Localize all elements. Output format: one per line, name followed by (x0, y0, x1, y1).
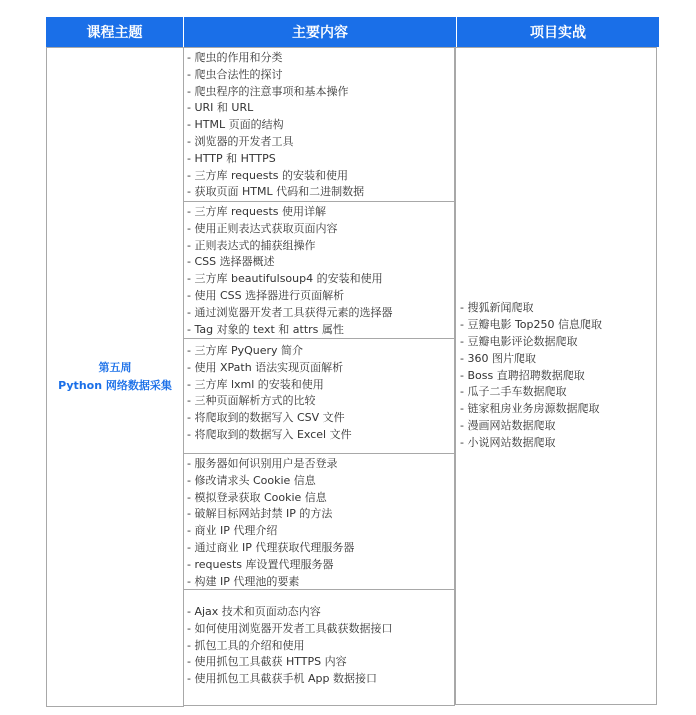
content-item: - 如何使用浏览器开发者工具截获数据接口 (187, 621, 393, 635)
content-item: - requests 库设置代理服务器 (187, 557, 334, 571)
curriculum-table (46, 17, 659, 707)
content-item: - HTTP 和 HTTPS (187, 151, 276, 165)
content-item: - 三方库 beautifulsoup4 的安装和使用 (187, 272, 383, 286)
content-item: - 使用抓包工具截获手机 App 数据接口 (187, 672, 377, 686)
content-item: - 获取页面 HTML 代码和二进制数据 (187, 185, 365, 199)
content-item: - 三方库 PyQuery 简介 (187, 344, 304, 357)
content-item: - 破解目标网站封禁 IP 的方法 (187, 507, 333, 521)
content-item: - Ajax 技术和页面动态内容 (187, 605, 321, 618)
content-item: - 爬虫的作用和分类 (187, 51, 283, 64)
content-item: - 构建 IP 代理池的要素 (187, 574, 300, 588)
content-group (183, 47, 455, 202)
content-item: - URI 和 URL (187, 101, 254, 115)
project-item: - 漫画网站数据爬取 (460, 418, 556, 432)
project-item: - 链家租房业务房源数据爬取 (460, 402, 600, 416)
content-item: - 三方库 requests 使用详解 (187, 205, 327, 218)
content-item: - 服务器如何识别用户是否登录 (187, 457, 338, 470)
project-item: - Boss 直聘招聘数据爬取 (460, 368, 585, 382)
project-item: - 360 图片爬取 (460, 351, 536, 365)
projects-cell (455, 47, 657, 705)
content-item: - 通过商业 IP 代理获取代理服务器 (187, 540, 355, 554)
header-projects: 项目实战 (457, 17, 659, 47)
content-item: - 通过浏览器开发者工具获得元素的选择器 (187, 305, 393, 319)
topic-week: 第五周 (98, 361, 132, 374)
content-item: - 三方库 lxml 的安装和使用 (187, 377, 324, 391)
content-item: - 使用 XPath 语法实现页面解析 (187, 360, 344, 374)
content-item: - 商业 IP 代理介绍 (187, 524, 278, 538)
content-group (183, 338, 455, 454)
topic-title: Python 网络数据采集 (58, 379, 172, 392)
header-content: 主要内容 (184, 17, 456, 47)
content-group (183, 201, 455, 339)
content-item: - 爬虫程序的注意事项和基本操作 (187, 84, 349, 98)
content-item: - 三种页面解析方式的比较 (187, 394, 316, 408)
project-item: - 搜狐新闻爬取 (460, 301, 534, 315)
project-item: - 小说网站数据爬取 (460, 435, 556, 449)
content-group (183, 589, 455, 706)
content-item: - Tag 对象的 text 和 attrs 属性 (187, 322, 344, 336)
content-item: - 使用 CSS 选择器进行页面解析 (187, 288, 345, 302)
content-item: - 修改请求头 Cookie 信息 (187, 473, 316, 487)
content-item: - 浏览器的开发者工具 (187, 134, 294, 148)
project-item: - 豆瓣电影评论数据爬取 (460, 335, 578, 348)
content-item: - 使用正则表达式获取页面内容 (187, 221, 338, 235)
content-group (183, 453, 455, 590)
content-item: - 使用抓包工具截获 HTTPS 内容 (187, 655, 347, 669)
content-item: - CSS 选择器概述 (187, 255, 275, 269)
header-topic: 课程主题 (46, 17, 183, 47)
project-item: - 豆瓣电影 Top250 信息爬取 (460, 318, 603, 332)
content-item: - 模拟登录获取 Cookie 信息 (187, 490, 327, 504)
topic-cell (46, 47, 184, 707)
content-item: - 三方库 requests 的安装和使用 (187, 168, 349, 182)
content-item: - 将爬取到的数据写入 CSV 文件 (187, 411, 345, 425)
content-item: - HTML 页面的结构 (187, 118, 284, 132)
content-item: - 将爬取到的数据写入 Excel 文件 (187, 427, 352, 441)
content-item: - 正则表达式的捕获组操作 (187, 238, 316, 252)
project-item: - 瓜子二手车数据爬取 (460, 385, 567, 399)
content-item: - 抓包工具的介绍和使用 (187, 638, 305, 652)
content-item: - 爬虫合法性的探讨 (187, 67, 283, 81)
